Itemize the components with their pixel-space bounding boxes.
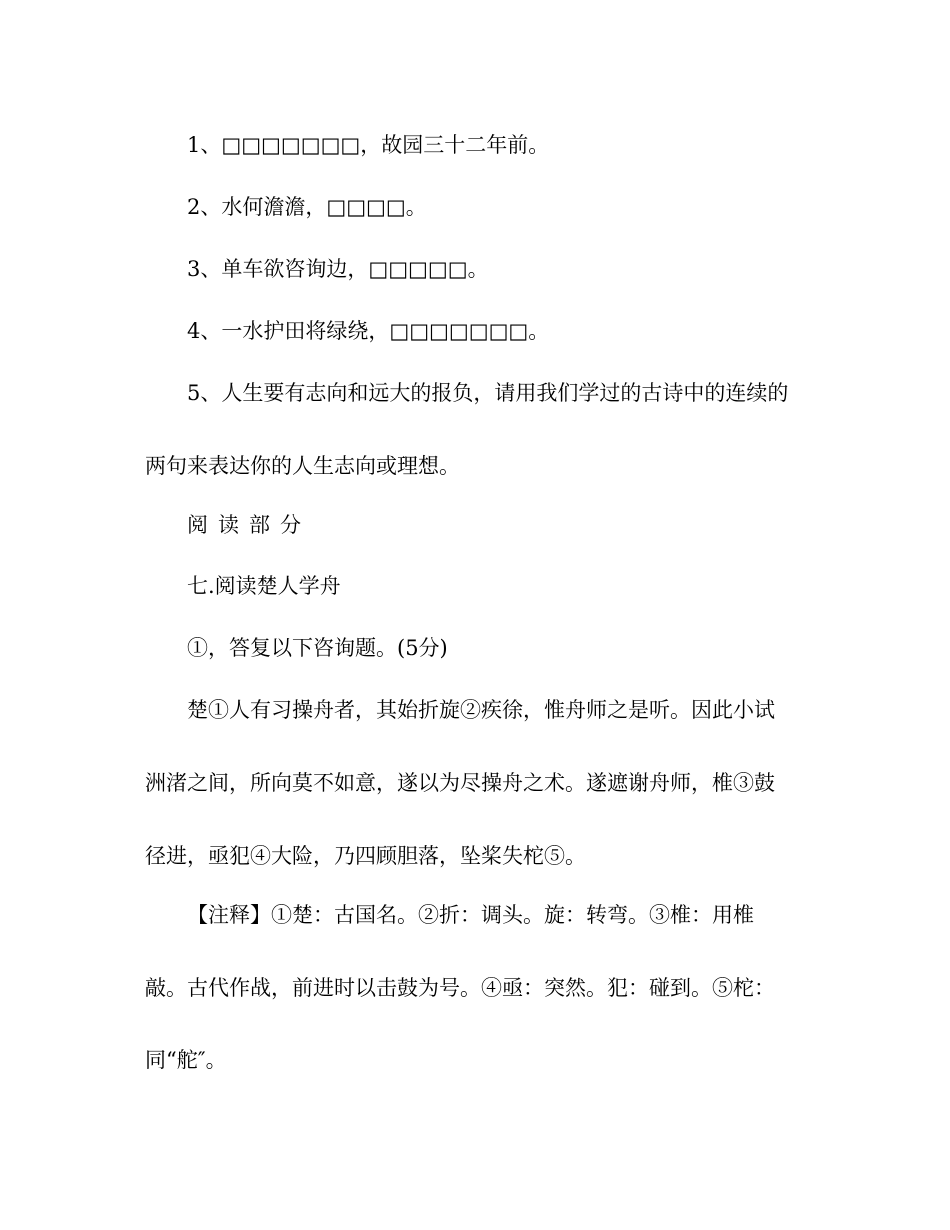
section-heading-reading: 阅读部分 [187, 513, 311, 537]
annotation-line-2: 敲。古代作战，前进时以击鼓为号。④亟：突然。犯：碰到。⑤柁： [145, 976, 775, 1000]
question-3: 3、单车欲咨询边，□□□□□。 [187, 257, 489, 281]
question-1: 1、□□□□□□□，故园三十二年前。 [187, 133, 550, 157]
passage-line-3: 径进，亟犯④大险，乃四顾胆落，坠桨失柁⑤。 [145, 844, 586, 868]
annotation-line-3: 同“舵″。 [145, 1048, 227, 1072]
instruction-line: ①，答复以下咨询题。(5分) [187, 636, 448, 660]
question-4: 4、一水护田将绿绕，□□□□□□□。 [187, 319, 550, 343]
passage-line-1: 楚①人有习操舟者，其始折旋②疾徐，惟舟师之是听。因此小试 [187, 698, 775, 722]
question-2: 2、水何澹澹，□□□□。 [187, 195, 427, 219]
passage-line-2: 洲渚之间，所向莫不如意，遂以为尽操舟之术。遂遮谢舟师，椎③鼓 [145, 771, 775, 795]
question-5-line-2: 两句来表达你的人生志向或理想。 [145, 454, 460, 478]
question-5-line-1: 5、人生要有志向和远大的报负，请用我们学过的古诗中的连续的 [187, 381, 789, 405]
section-title-seven: 七.阅读楚人学舟 [187, 574, 341, 598]
annotation-line-1: 【注释】①楚：古国名。②折：调头。旋：转弯。③椎：用椎 [187, 903, 754, 927]
